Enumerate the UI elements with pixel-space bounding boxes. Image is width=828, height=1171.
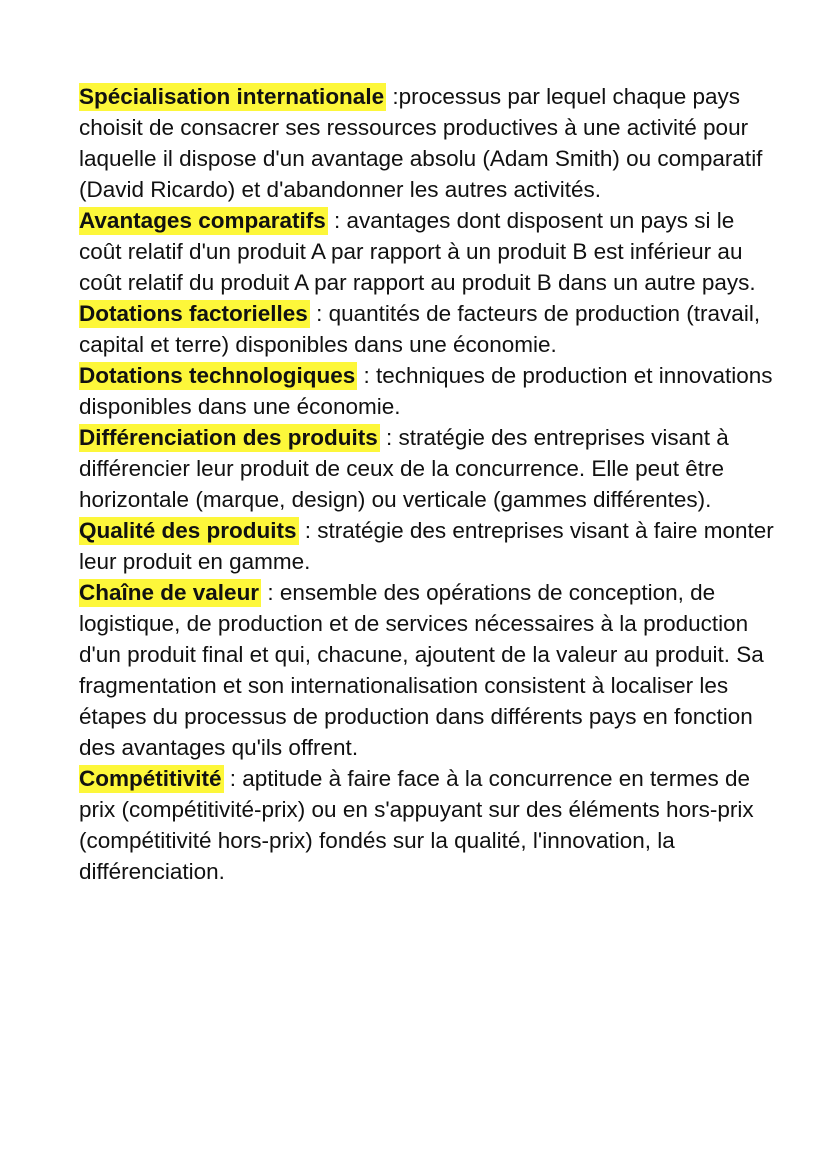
term-highlight: Compétitivité bbox=[79, 766, 222, 791]
glossary-entry-dotations-technologiques bbox=[79, 360, 779, 422]
glossary-entry-avantages-comparatifs bbox=[79, 205, 779, 298]
term-highlight: Spécialisation internationale bbox=[79, 84, 385, 109]
term-highlight: Qualité des produits bbox=[79, 518, 297, 543]
glossary-entry-competitivite bbox=[79, 763, 779, 887]
definition-text: : ensemble des opérations de conception, de logistique, de production et de services nécessaires à la production d'un produit final et qui, chacune, ajoutent de la valeur au produit. Sa fragmentation et son internationalisation consistent à localiser les étapes du processus de production dans différents pays en fonction des avantages qu'ils offrent. bbox=[79, 580, 764, 760]
definition-text: : quantités de facteurs de production (travail, capital et terre) disponibles dans une économie. bbox=[79, 301, 761, 357]
glossary-entry-differenciation bbox=[79, 422, 779, 515]
term-highlight: Dotations factorielles bbox=[79, 301, 308, 326]
term-highlight: Dotations technologiques bbox=[79, 363, 356, 388]
glossary-entry-chaine-de-valeur bbox=[79, 577, 779, 763]
term-highlight: Avantages comparatifs bbox=[79, 208, 326, 233]
glossary-entry-specialisation bbox=[79, 81, 779, 205]
term-highlight: Chaîne de valeur bbox=[79, 580, 260, 605]
glossary-entry-dotations-factorielles bbox=[79, 298, 779, 360]
definition-text: : stratégie des entreprises visant à différencier leur produit de ceux de la concurrence. Elle peut être horizontale (marque, design) ou verticale (gammes différentes). bbox=[79, 425, 729, 512]
definition-text: :processus par lequel chaque pays choisit de consacrer ses ressources productives à une activité pour laquelle il dispose d'un avantage absolu (Adam Smith) ou comparatif (David Ricardo) et d'abandonner les autres activités. bbox=[79, 84, 763, 202]
glossary-entry-qualite bbox=[79, 515, 779, 577]
definition-text: : stratégie des entreprises visant à faire monter leur produit en gamme. bbox=[79, 518, 774, 574]
definition-text: : techniques de production et innovations disponibles dans une économie. bbox=[79, 363, 773, 419]
term-highlight: Différenciation des produits bbox=[79, 425, 378, 450]
glossary bbox=[79, 81, 779, 887]
definition-text: : aptitude à faire face à la concurrence en termes de prix (compétitivité-prix) ou en s'appuyant sur des éléments hors-prix (compétitivité hors-prix) fondés sur la qualité, l'innovation, la différenciation. bbox=[79, 766, 754, 884]
definition-text: : avantages dont disposent un pays si le coût relatif d'un produit A par rapport à un produit B est inférieur au coût relatif du produit A par rapport au produit B dans un autre pays. bbox=[79, 208, 756, 295]
